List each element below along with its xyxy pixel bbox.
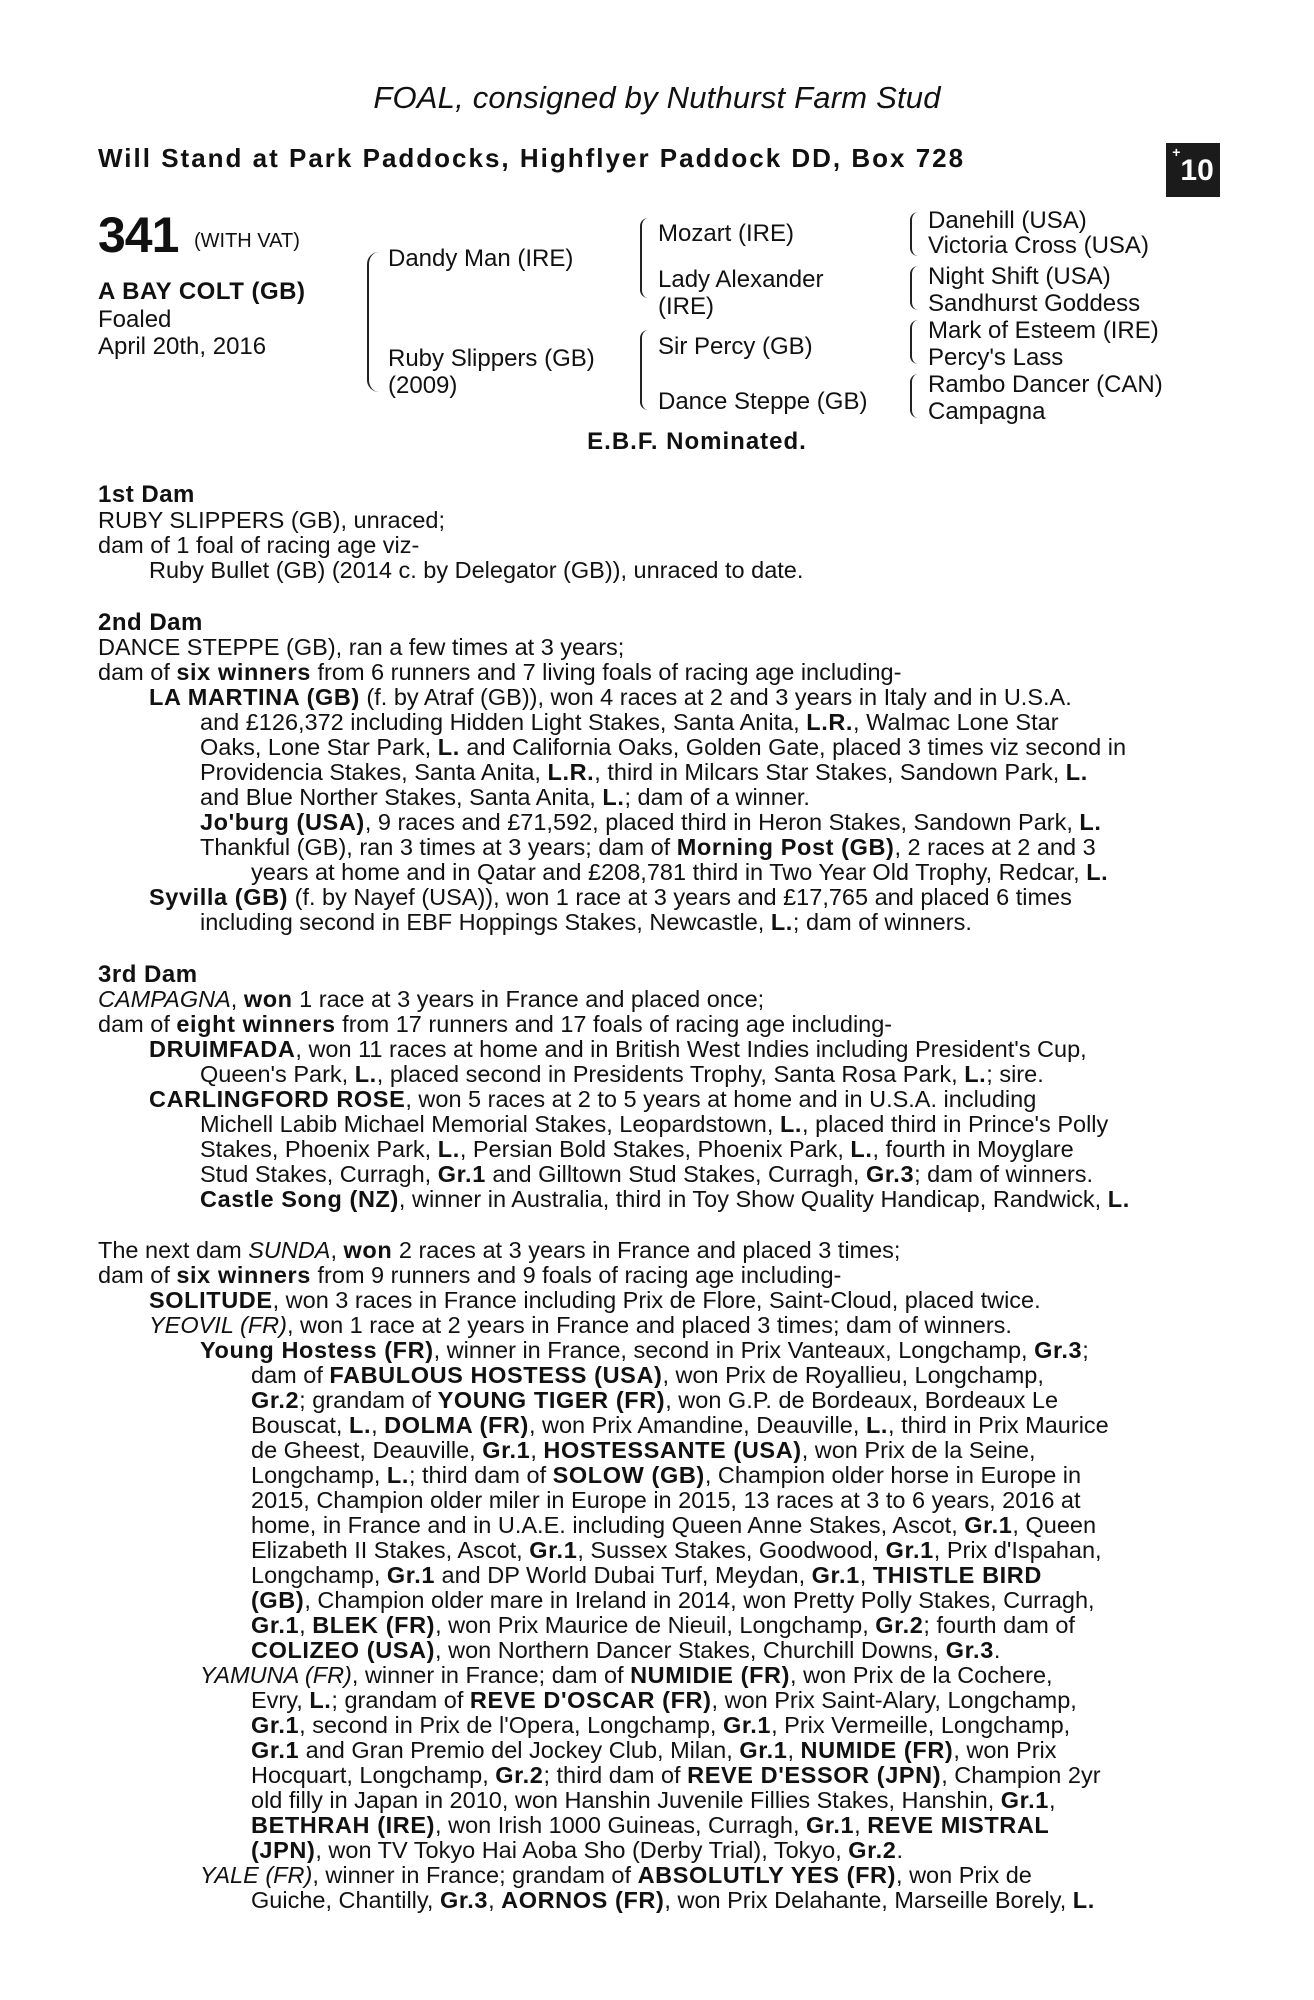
lot-number: 341 [98,207,179,263]
carlingford-line1: CARLINGFORD ROSE, won 5 races at 2 to 5 years at home and in U.S.A. including [149,1086,1037,1112]
yale-line2: Guiche, Chantilly, Gr.3, AORNOS (FR), won Prix Delahante, Marseille Borely, L. [251,1887,1095,1913]
young-hostess-line8: home, in France and in U.A.E. including Queen Anne Stakes, Ascot, Gr.1, Queen [251,1512,1097,1538]
la-martina-line2: and £126,372 including Hidden Light Stakes, Santa Anita, L.R., Walmac Lone Star [200,709,1059,735]
vat-label: (WITH VAT) [194,230,300,252]
la-martina-line1: LA MARTINA (GB) (f. by Atraf (GB)), won 4 races at 2 and 3 years in Italy and in U.S.A. [149,684,1072,710]
next-dam-line2: dam of six winners from 9 runners and 9 foals of racing age including- [98,1262,842,1288]
solitude-line: SOLITUDE, won 3 races in France including Prix de Flore, Saint-Cloud, placed twice. [149,1287,1041,1313]
yale-line1: YALE (FR), winner in France; grandam of ABSOLUTLY YES (FR), won Prix de [200,1862,1032,1888]
la-martina-line4: Providencia Stakes, Santa Anita, L.R., third in Milcars Star Stakes, Sandown Park, L. [200,759,1088,785]
joburg-line: Jo'burg (USA), 9 races and £71,592, placed third in Heron Stakes, Sandown Park, L. [200,809,1102,835]
ssd: Victoria Cross (USA) [928,232,1149,259]
syvilla-line2: including second in EBF Hoppings Stakes, Newcastle, L.; dam of winners. [200,909,972,935]
yamuna-line4: Gr.1 and Gran Premio del Jockey Club, Milan, Gr.1, NUMIDE (FR), won Prix [251,1737,1057,1763]
young-hostess-line7: 2015, Champion older miler in Europe in 2015, 13 races at 3 to 6 years, 2016 at [251,1487,1081,1513]
brace-ds [910,320,919,364]
brace-ss [910,212,919,256]
dam-line1: Ruby Slippers (GB) [388,345,595,372]
yamuna-line7: BETHRAH (IRE), won Irish 1000 Guineas, Curragh, Gr.1, REVE MISTRAL [251,1812,1050,1838]
sire: Dandy Man (IRE) [388,245,574,272]
castle-song-line: Castle Song (NZ), winner in Australia, third in Toy Show Quality Handicap, Randwick, L. [200,1186,1130,1212]
yeovil-line: YEOVIL (FR), won 1 race at 2 years in France and placed 3 times; dam of winners. [149,1312,1012,1338]
ebf-nominated: E.B.F. Nominated. [587,428,807,455]
next-dam-line1: The next dam SUNDA, won 2 races at 3 years in France and placed 3 times; [98,1237,901,1263]
syvilla-line1: Syvilla (GB) (f. by Nayef (USA)), won 1 race at 3 years and £17,765 and placed 6 times [149,884,1072,910]
dam-dam: Dance Steppe (GB) [658,388,868,415]
badge-plus: + [1172,144,1181,160]
brace-sire [640,218,650,298]
yamuna-line2: Evry, L.; grandam of REVE D'OSCAR (FR), won Prix Saint-Alary, Longchamp, [251,1687,1077,1713]
sire-dam-line1: Lady Alexander [658,266,824,293]
brace-dd [910,374,919,418]
second-dam-line1: DANCE STEPPE (GB), ran a few times at 3 years; [98,634,625,660]
carlingford-line3: Stakes, Phoenix Park, L., Persian Bold Stakes, Phoenix Park, L., fourth in Moyglare [200,1136,1074,1162]
yamuna-line5: Hocquart, Longchamp, Gr.2; third dam of REVE D'ESSOR (JPN), Champion 2yr [251,1762,1101,1788]
druimfada-line1: DRUIMFADA, won 11 races at home and in British West Indies including President's Cup, [149,1036,1087,1062]
stand-location: Will Stand at Park Paddocks, Highflyer Paddock DD, Box 728 [98,143,966,173]
young-hostess-line3: Gr.2; grandam of YOUNG TIGER (FR), won G.P. de Bordeaux, Bordeaux Le [251,1387,1059,1413]
dam-sire: Sir Percy (GB) [658,333,813,360]
young-hostess-line2: dam of FABULOUS HOSTESS (USA), won Prix de Royallieu, Longchamp, [251,1362,1044,1388]
sss: Danehill (USA) [928,207,1087,234]
young-hostess-line10: Longchamp, Gr.1 and DP World Dubai Turf, Meydan, Gr.1, THISTLE BIRD [251,1562,1042,1588]
dsd: Percy's Lass [928,344,1064,371]
first-dam-line3: Ruby Bullet (GB) (2014 c. by Delegator (GB)), unraced to date. [149,557,804,583]
carlingford-line2: Michell Labib Michael Memorial Stakes, Leopardstown, L., placed third in Prince's Polly [200,1111,1109,1137]
second-dam-heading: 2nd Dam [98,609,203,636]
young-hostess-line6: Longchamp, L.; third dam of SOLOW (GB), Champion older horse in Europe in [251,1462,1082,1488]
foaled-date: April 20th, 2016 [98,333,267,360]
sds: Night Shift (USA) [928,263,1111,290]
sdd: Sandhurst Goddess [928,290,1141,317]
thankful-line1: Thankful (GB), ran 3 times at 3 years; dam of Morning Post (GB), 2 races at 2 and 3 [200,834,1096,860]
carlingford-line4: Stud Stakes, Curragh, Gr.1 and Gilltown Stud Stakes, Curragh, Gr.3; dam of winners. [200,1161,1094,1187]
yamuna-line1: YAMUNA (FR), winner in France; dam of NUMIDIE (FR), won Prix de la Cochere, [200,1662,1053,1688]
young-hostess-line9: Elizabeth II Stakes, Ascot, Gr.1, Sussex Stakes, Goodwood, Gr.1, Prix d'Ispahan, [251,1537,1102,1563]
young-hostess-line11: (GB), Champion older mare in Ireland in 2014, won Pretty Polly Stakes, Curragh, [251,1587,1095,1613]
third-dam-heading: 3rd Dam [98,961,198,988]
yamuna-line6: old filly in Japan in 2010, won Hanshin Juvenile Fillies Stakes, Hanshin, Gr.1, [251,1787,1056,1813]
yamuna-line8: (JPN), won TV Tokyo Hai Aoba Sho (Derby Trial), Tokyo, Gr.2. [251,1837,903,1863]
brace-gen1 [367,252,379,392]
first-dam-line1: RUBY SLIPPERS (GB), unraced; [98,507,445,533]
young-hostess-line13: COLIZEO (USA), won Northern Dancer Stakes, Churchill Downs, Gr.3. [251,1637,1001,1663]
young-hostess-line12: Gr.1, BLEK (FR), won Prix Maurice de Nieuil, Longchamp, Gr.2; fourth dam of [251,1612,1075,1638]
second-dam-line2: dam of six winners from 6 runners and 7 living foals of racing age including- [98,659,902,685]
first-dam-heading: 1st Dam [98,481,195,508]
la-martina-line5: and Blue Norther Stakes, Santa Anita, L.; dam of a winner. [200,784,810,810]
sire-sire: Mozart (IRE) [658,220,795,247]
lot-description: A BAY COLT (GB) [98,278,306,305]
foaled-label: Foaled [98,306,172,333]
dss: Mark of Esteem (IRE) [928,317,1159,344]
druimfada-line2: Queen's Park, L., placed second in Presidents Trophy, Santa Rosa Park, L.; sire. [200,1061,1044,1087]
dam-line2: (2009) [388,372,458,399]
brace-sd [910,266,919,310]
page-title: FOAL, consigned by Nuthurst Farm Stud [373,80,941,115]
young-hostess-line5: de Gheest, Deauville, Gr.1, HOSTESSANTE (USA), won Prix de la Seine, [251,1437,1036,1463]
ddd: Campagna [928,398,1046,425]
brace-dam [640,330,650,410]
badge-number: 10 [1180,154,1214,187]
first-dam-line2: dam of 1 foal of racing age viz- [98,532,420,558]
third-dam-line2: dam of eight winners from 17 runners and 17 foals of racing age including- [98,1011,893,1037]
third-dam-line1: CAMPAGNA, won 1 race at 3 years in France and placed once; [98,986,765,1012]
la-martina-line3: Oaks, Lone Star Park, L. and California Oaks, Golden Gate, placed 3 times viz second in [200,734,1127,760]
young-hostess-line4: Bouscat, L., DOLMA (FR), won Prix Amandine, Deauville, L., third in Prix Maurice [251,1412,1109,1438]
sire-dam-line2: (IRE) [658,293,714,320]
thankful-line2: years at home and in Qatar and £208,781 third in Two Year Old Trophy, Redcar, L. [251,859,1109,885]
ten-badge [1166,143,1220,197]
yamuna-line3: Gr.1, second in Prix de l'Opera, Longchamp, Gr.1, Prix Vermeille, Longchamp, [251,1712,1071,1738]
young-hostess-line1: Young Hostess (FR), winner in France, second in Prix Vanteaux, Longchamp, Gr.3; [200,1337,1089,1363]
dds: Rambo Dancer (CAN) [928,371,1163,398]
